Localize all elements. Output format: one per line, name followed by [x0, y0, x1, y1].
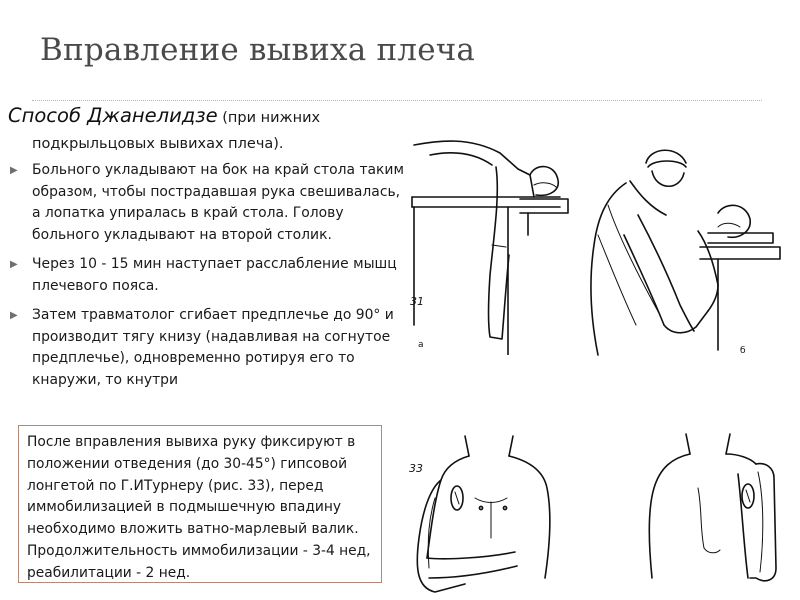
immobilization-note — [18, 425, 382, 583]
method-heading — [8, 103, 408, 157]
figure-number: 33 — [409, 462, 423, 475]
figure-31b-illustration — [568, 135, 783, 360]
bullet-arrow-icon: ▶ — [10, 259, 18, 270]
figure-31a-illustration — [410, 125, 570, 355]
bullet-text: Затем травматолог сгибает предплечье до 90° и производит тягу книзу (надавливая на согнутое предплечье), одновременно ротируя его то кнаружи, то кнутри — [32, 307, 394, 388]
figure-number: 31 — [410, 295, 424, 308]
bullet-list — [8, 160, 408, 399]
method-name: Способ Джанелидзе — [8, 104, 218, 127]
figure-label-b: б — [740, 346, 746, 356]
page-title: Вправление вывиха плеча — [40, 32, 476, 68]
method-note-2: подкрыльцовых вывихах плеча). — [32, 136, 284, 152]
title-divider — [32, 100, 762, 101]
figure-label-a: а — [418, 340, 424, 350]
figure-33-back-illustration — [628, 428, 788, 593]
note-text: После вправления вывиха руку фиксируют в положении отведения (до 30-45°) гипсовой лонгетой по Г.ИТурнеру (рис. 33), перед иммобилизацией в подмышечную впадину необходимо вложить ватно-марлевый валик. Продолжительность иммобилизации - 3-4 нед, реабилитации - 2 нед. — [27, 434, 371, 581]
method-note-1: (при нижних — [217, 110, 321, 126]
figure-33-front-illustration — [405, 428, 575, 593]
list-item — [8, 305, 408, 391]
bullet-text: Больного укладывают на бок на край стола таким образом, чтобы пострадавшая рука свешивалась, а лопатка упиралась в край стола. Голову больного укладывают на второй столик. — [32, 162, 404, 243]
bullet-text: Через 10 - 15 мин наступает расслабление мышц плечевого пояса. — [32, 256, 397, 294]
list-item — [8, 160, 408, 246]
bullet-arrow-icon: ▶ — [10, 310, 18, 321]
list-item — [8, 254, 408, 297]
bullet-arrow-icon: ▶ — [10, 165, 18, 176]
